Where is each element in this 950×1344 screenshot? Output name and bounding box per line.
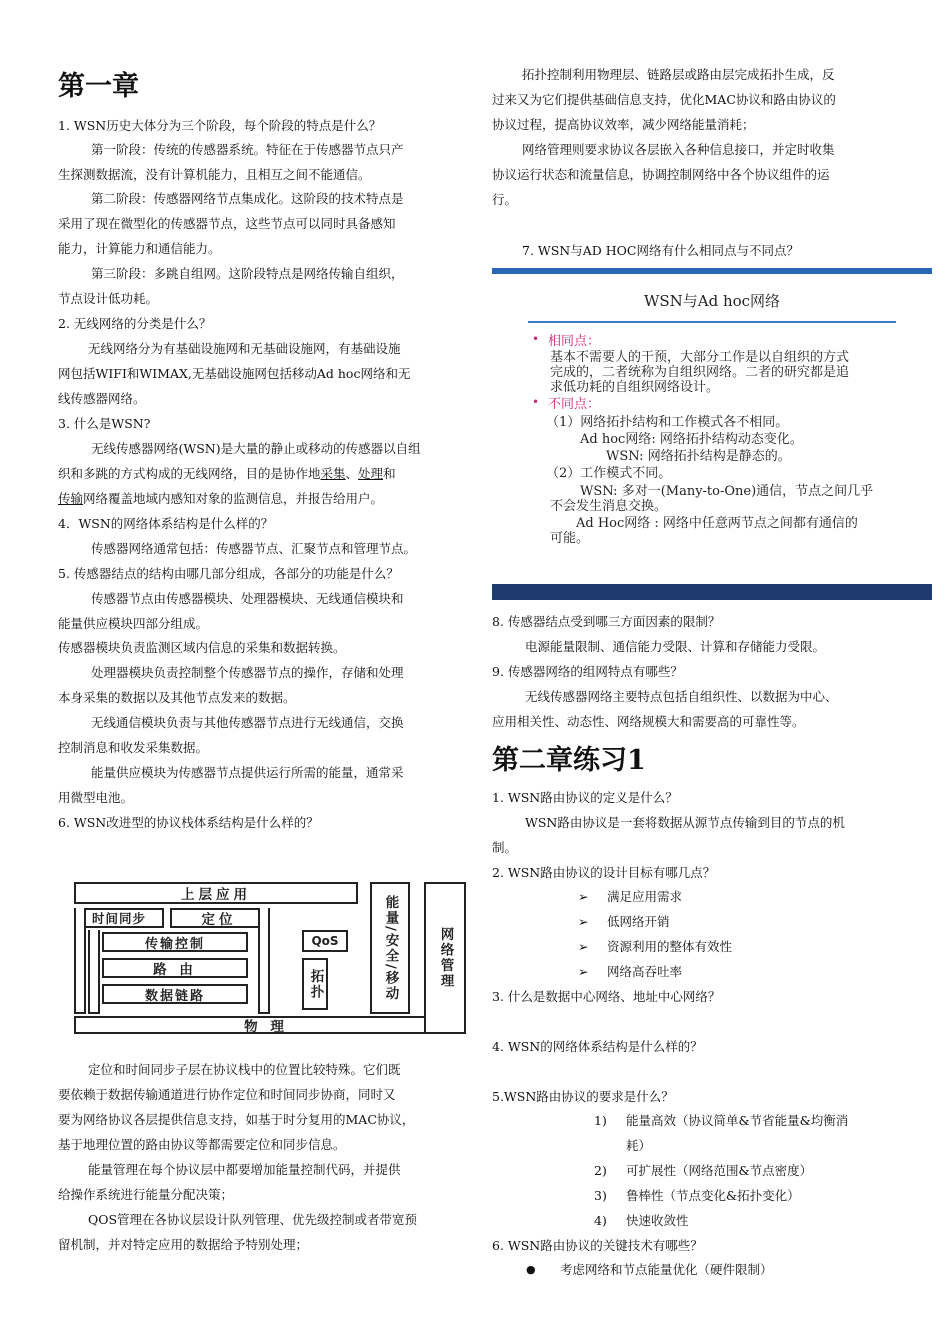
paragraph-line: 第三阶段：多跳自组网。这阶段特点是网络传输自组织， (91, 266, 404, 281)
route-layer: 路 由 (102, 958, 248, 978)
paragraph-line: 制。 (492, 840, 518, 855)
slide-top-bar (492, 268, 932, 274)
paragraph-line: 网络管理则要求协议各层嵌入各种信息接口，并定时收集 (522, 142, 835, 157)
question-9: 9. 传感器网络的组网特点有哪些？ (492, 664, 683, 679)
paragraph-line: 第二阶段：传感器网络节点集成化。这阶段的技术特点是 (91, 191, 404, 206)
slide-line: WSN: 网络拓扑结构是静态的。 (606, 449, 791, 464)
requirement-item: 快速收敛性 (626, 1213, 689, 1228)
locate-right-side (258, 908, 270, 1014)
paragraph-line: 节点设计低功耗。 (58, 291, 159, 306)
paragraph-line: 处理器模块负责控制整个传感器节点的操作，存储和处理 (91, 665, 404, 680)
key-tech-item: 考虑网络和节点能量优化（硬件限制） (560, 1262, 773, 1277)
ch2-question-6: 6. WSN路由协议的关键技术有哪些？ (492, 1238, 703, 1253)
question-6: 6. WSN改进型的协议栈体系结构是什么样的？ (58, 815, 319, 830)
paragraph-line: 要依赖于数据传输通道进行协作定位和时间同步协商，同时又 (58, 1087, 396, 1102)
paragraph-line: 无线通信模块负责与其他传感器节点进行无线通信，交换 (91, 715, 404, 730)
paragraph-line (58, 491, 383, 507)
text-span: 织和多跳的方式构成的无线网络，目的是协作地 (58, 466, 321, 481)
paragraph-line: 本身采集的数据以及其他节点发来的数据。 (58, 690, 296, 705)
paragraph-line: 过来又为它们提供基础信息支持，优化MAC协议和路由协议的 (492, 92, 836, 107)
list-number: 2) (594, 1163, 607, 1178)
requirement-item: 可扩展性（网络范围&节点密度） (626, 1163, 813, 1178)
text-span: 、 (345, 466, 359, 481)
paragraph-line: 定位和时间同步子层在协议栈中的位置比较特殊。它们既 (88, 1062, 401, 1077)
question-1: 1. WSN历史大体分为三个阶段，每个阶段的特点是什么？ (58, 118, 382, 133)
paragraph-line: 留机制，并对特定应用的数据给予特别处理； (58, 1237, 309, 1252)
paragraph-line: 行。 (492, 192, 518, 207)
locate-layer: 定位 (170, 908, 268, 928)
arrow-icon: ➢ (578, 889, 589, 904)
question-3: 3. 什么是WSN? (58, 416, 151, 431)
paragraph-line: 要为网络协议各层提供信息支持，如基于时分复用的MAC协议， (58, 1112, 415, 1127)
paragraph-line: 能量供应模块四部分组成。 (58, 616, 209, 631)
paragraph-line: 网包括WIFI和WIMAX,无基础设施网包括移动Ad hoc网络和无 (58, 366, 411, 381)
ch2-question-4: 4. WSN的网络体系结构是什么样的？ (492, 1039, 703, 1054)
paragraph-line: 拓扑控制利用物理层、链路层或路由层完成拓扑生成，反 (522, 67, 835, 82)
paragraph-line: 基于地理位置的路由协议等都需要定位和同步信息。 (58, 1137, 346, 1152)
question-2: 2. 无线网络的分类是什么？ (58, 316, 212, 331)
link-process[interactable]: 处理 (358, 466, 384, 481)
paragraph-line: 无线传感器网络主要特点包括自组织性、以数据为中心、 (525, 689, 838, 704)
paragraph-line: 生探测数据流，没有计算机能力，且相互之间不能通信。 (58, 167, 371, 182)
paragraph-line: 线传感器网络。 (58, 391, 146, 406)
chapter1-heading: 第一章 (58, 71, 139, 102)
qos-box: QoS (302, 930, 348, 952)
ch2-question-1: 1. WSN路由协议的定义是什么？ (492, 790, 678, 805)
upper-app-layer: 上层应用 (74, 882, 358, 904)
slide-diff-heading: 不同点： (548, 397, 601, 412)
transport-layer: 传输控制 (102, 932, 248, 952)
slide-title-rule (528, 321, 896, 323)
slide-line: 完成的，二者统称为自组织网络。二者的研究都是追 (550, 365, 850, 380)
physical-layer: 物 理 (74, 1016, 458, 1034)
requirement-item: 耗） (626, 1138, 652, 1153)
paragraph-line: 传感器模块负责监测区域内信息的采集和数据转换。 (58, 640, 346, 655)
paragraph-line: QOS管理在各协议层设计队列管理、优先级控制或者带宽预 (88, 1212, 418, 1227)
question-5: 5. 传感器结点的结构由哪几部分组成，各部分的功能是什么？ (58, 566, 399, 581)
ch2-question-5: 5.WSN路由协议的要求是什么？ (492, 1089, 674, 1104)
time-sync-layer: 时间同步 (74, 908, 164, 928)
question-8: 8. 传感器结点受到哪三方面因素的限制？ (492, 614, 721, 629)
text-span: 网络覆盖地域内感知对象的监测信息，并报告给用户。 (83, 491, 384, 506)
requirement-item: 能量高效（协议简单&节省能量&均衡消 (626, 1113, 849, 1128)
paragraph-line: 传感器网络通常包括：传感器节点、汇聚节点和管理节点。 (91, 541, 417, 556)
slide-line: WSN: 多对一(Many-to-One)通信，节点之间几乎 (580, 484, 874, 499)
paragraph-line: 能量管理在每个协议层中都要增加能量控制代码，并提供 (88, 1162, 401, 1177)
bullet-icon: • (532, 395, 540, 409)
paragraph-line: 协议运行状态和流量信息，协调控制网络中各个协议组件的运 (492, 167, 830, 182)
ch2-question-3: 3. 什么是数据中心网络、地址中心网络？ (492, 989, 721, 1004)
datalink-layer: 数据链路 (102, 984, 248, 1004)
bullet-icon: • (532, 332, 540, 346)
paragraph-line: 无线传感器网络(WSN)是大量的静止或移动的传感器以自组 (91, 441, 421, 456)
slide-line: Ad hoc网络: 网络拓扑结构动态变化。 (580, 432, 803, 447)
paragraph-line: 采用了现在微型化的传感器节点，这些节点可以同时具备感知 (58, 216, 396, 231)
goal-item: 满足应用需求 (607, 889, 683, 904)
arrow-icon: ➢ (578, 914, 589, 929)
question-7: 7. WSN与AD HOC网络有什么相同点与不同点？ (522, 243, 799, 258)
slide-bottom-bar (492, 584, 932, 600)
locate-side (88, 930, 100, 1014)
paragraph-line: 控制消息和收发采集数据。 (58, 740, 209, 755)
requirement-item: 鲁棒性（节点变化&拓扑变化） (626, 1188, 800, 1203)
slide-line: （2）工作模式不同。 (546, 466, 672, 481)
ch2-question-2: 2. WSN路由协议的设计目标有哪几点？ (492, 865, 716, 880)
slide-line: （1）网络拓扑结构和工作模式各不相同。 (546, 415, 789, 430)
chapter2-heading: 第二章练习1 (492, 745, 646, 776)
paragraph-line: 电源能量限制、通信能力受限、计算和存储能力受限。 (525, 639, 826, 654)
network-management-box: 网络管理 (424, 882, 466, 1034)
wsn-adhoc-slide (492, 268, 932, 600)
slide-title: WSN与Ad hoc网络 (643, 292, 781, 310)
slide-line: Ad Hoc网络 : 网络中任意两节点之间都有通信的 (576, 516, 858, 531)
link-collect[interactable]: 采集 (320, 466, 346, 481)
bullet-dot-icon: ● (526, 1263, 536, 1276)
goal-item: 资源利用的整体有效性 (607, 939, 733, 954)
paragraph-line: WSN路由协议是一套将数据从源节点传输到目的节点的机 (525, 815, 845, 830)
topology-box: 拓扑 (302, 958, 328, 1010)
goal-item: 低网络开销 (607, 914, 670, 929)
paragraph-line: 给操作系统进行能量分配决策； (58, 1187, 234, 1202)
paragraph-line: 应用相关性、动态性、网络规模大和需要高的可靠性等。 (492, 714, 805, 729)
link-transmit[interactable]: 传输 (58, 491, 84, 506)
arrow-icon: ➢ (578, 939, 589, 954)
paragraph-line: 无线网络分为有基础设施网和无基础设施网，有基础设施 (88, 341, 401, 356)
list-number: 4) (594, 1213, 607, 1228)
protocol-stack-diagram (70, 878, 466, 1040)
slide-same-heading: 相同点： (548, 334, 601, 349)
text-span: 和 (383, 466, 396, 481)
paragraph-line: 传感器节点由传感器模块、处理器模块、无线通信模块和 (91, 591, 404, 606)
paragraph-line (58, 466, 396, 482)
question-4: 4．WSN的网络体系结构是什么样的？ (58, 516, 274, 531)
list-number: 3) (594, 1188, 607, 1203)
goal-item: 网络高吞吐率 (607, 964, 683, 979)
slide-line: 不会发生消息交换。 (550, 499, 668, 514)
paragraph-line: 协议过程，提高协议效率，减少网络能量消耗； (492, 117, 755, 132)
slide-line: 求低功耗的自组织网络设计。 (550, 380, 720, 395)
time-sync-side (74, 908, 86, 1014)
paragraph-line: 能力，计算能力和通信能力。 (58, 241, 221, 256)
paragraph-line: 用微型电池。 (58, 790, 134, 805)
paragraph-line: 能量供应模块为传感器节点提供运行所需的能量，通常采 (91, 765, 404, 780)
energy-security-mobility-box: 能量/安全/移动 (370, 882, 410, 1014)
arrow-icon: ➢ (578, 964, 589, 979)
paragraph-line: 第一阶段：传统的传感器系统。特征在于传感器节点只产 (91, 142, 404, 157)
slide-line: 基本不需要人的干预，大部分工作是以自组织的方式 (550, 350, 850, 365)
slide-line: 可能。 (550, 531, 590, 546)
list-number: 1) (594, 1113, 607, 1128)
